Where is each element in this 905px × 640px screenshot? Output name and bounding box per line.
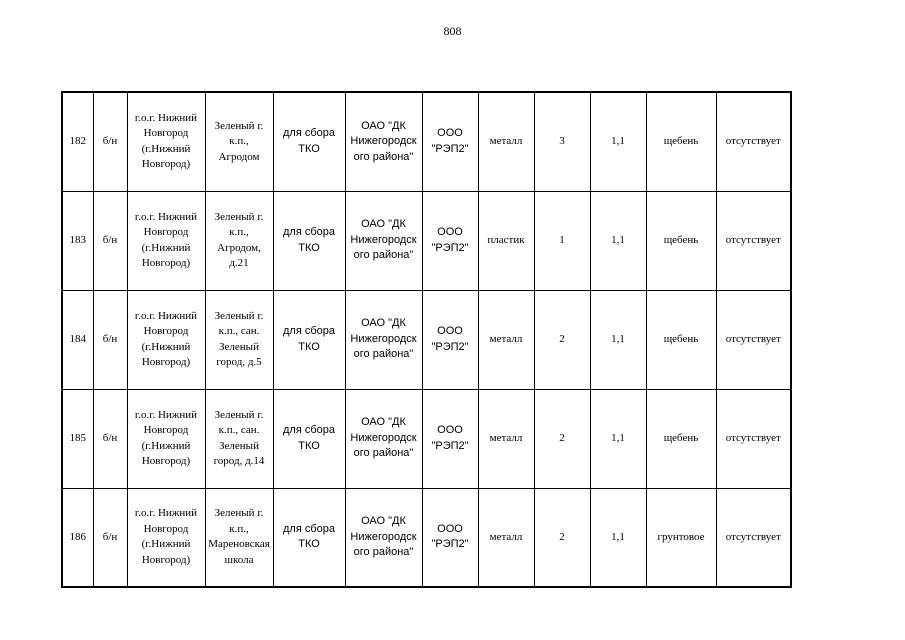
cell-owner: ОАО "ДК Нижегородск ого района" — [345, 92, 422, 191]
cell-container-volume: 1,1 — [590, 488, 646, 587]
cell-surface: щебень — [646, 92, 716, 191]
cell-operator: ООО "РЭП2" — [422, 290, 478, 389]
cell-material: пластик — [478, 191, 534, 290]
cell-container-count: 3 — [534, 92, 590, 191]
cell-municipality: г.о.г. Нижний Новгород (г.Нижний Новгород) — [127, 389, 205, 488]
table-row — [62, 92, 791, 191]
cell-purpose: для сбора ТКО — [273, 389, 345, 488]
table-row — [62, 389, 791, 488]
cell-surface: щебень — [646, 191, 716, 290]
cell-container-volume: 1,1 — [590, 92, 646, 191]
cell-container-volume: 1,1 — [590, 389, 646, 488]
cell-owner: ОАО "ДК Нижегородск ого района" — [345, 389, 422, 488]
cell-owner: ОАО "ДК Нижегородск ого района" — [345, 191, 422, 290]
cell-container-count: 1 — [534, 191, 590, 290]
cell-operator: ООО "РЭП2" — [422, 389, 478, 488]
cell-address: Зеленый г. к.п., Агродом, д.21 — [205, 191, 273, 290]
cell-registry-mark: б/н — [93, 488, 127, 587]
cell-owner: ОАО "ДК Нижегородск ого района" — [345, 290, 422, 389]
cell-address: Зеленый г. к.п., Мареновская школа — [205, 488, 273, 587]
cell-number: 183 — [62, 191, 93, 290]
cell-container-volume: 1,1 — [590, 191, 646, 290]
cell-number: 185 — [62, 389, 93, 488]
cell-purpose: для сбора ТКО — [273, 191, 345, 290]
registry-table-body — [62, 92, 791, 587]
cell-container-count: 2 — [534, 290, 590, 389]
cell-registry-mark: б/н — [93, 92, 127, 191]
cell-number: 182 — [62, 92, 93, 191]
cell-container-volume: 1,1 — [590, 290, 646, 389]
cell-operator: ООО "РЭП2" — [422, 92, 478, 191]
cell-municipality: г.о.г. Нижний Новгород (г.Нижний Новгород) — [127, 191, 205, 290]
registry-table — [61, 91, 792, 588]
table-row — [62, 488, 791, 587]
cell-owner: ОАО "ДК Нижегородск ого района" — [345, 488, 422, 587]
cell-fence: отсутствует — [716, 92, 791, 191]
cell-purpose: для сбора ТКО — [273, 488, 345, 587]
cell-registry-mark: б/н — [93, 191, 127, 290]
cell-operator: ООО "РЭП2" — [422, 488, 478, 587]
cell-container-count: 2 — [534, 389, 590, 488]
cell-material: металл — [478, 488, 534, 587]
page-number: 808 — [443, 24, 462, 38]
cell-material: металл — [478, 92, 534, 191]
cell-municipality: г.о.г. Нижний Новгород (г.Нижний Новгород) — [127, 290, 205, 389]
cell-material: металл — [478, 389, 534, 488]
cell-address: Зеленый г. к.п., сан. Зеленый город, д.14 — [205, 389, 273, 488]
table-row — [62, 290, 791, 389]
cell-registry-mark: б/н — [93, 389, 127, 488]
cell-surface: щебень — [646, 290, 716, 389]
cell-address: Зеленый г. к.п., сан. Зеленый город, д.5 — [205, 290, 273, 389]
cell-fence: отсутствует — [716, 290, 791, 389]
cell-operator: ООО "РЭП2" — [422, 191, 478, 290]
table-row — [62, 191, 791, 290]
cell-fence: отсутствует — [716, 488, 791, 587]
cell-number: 186 — [62, 488, 93, 587]
cell-fence: отсутствует — [716, 389, 791, 488]
cell-purpose: для сбора ТКО — [273, 92, 345, 191]
cell-purpose: для сбора ТКО — [273, 290, 345, 389]
cell-address: Зеленый г. к.п., Агродом — [205, 92, 273, 191]
cell-municipality: г.о.г. Нижний Новгород (г.Нижний Новгород) — [127, 488, 205, 587]
cell-surface: щебень — [646, 389, 716, 488]
cell-fence: отсутствует — [716, 191, 791, 290]
cell-surface: грунтовое — [646, 488, 716, 587]
cell-number: 184 — [62, 290, 93, 389]
cell-container-count: 2 — [534, 488, 590, 587]
cell-material: металл — [478, 290, 534, 389]
cell-registry-mark: б/н — [93, 290, 127, 389]
cell-municipality: г.о.г. Нижний Новгород (г.Нижний Новгород) — [127, 92, 205, 191]
